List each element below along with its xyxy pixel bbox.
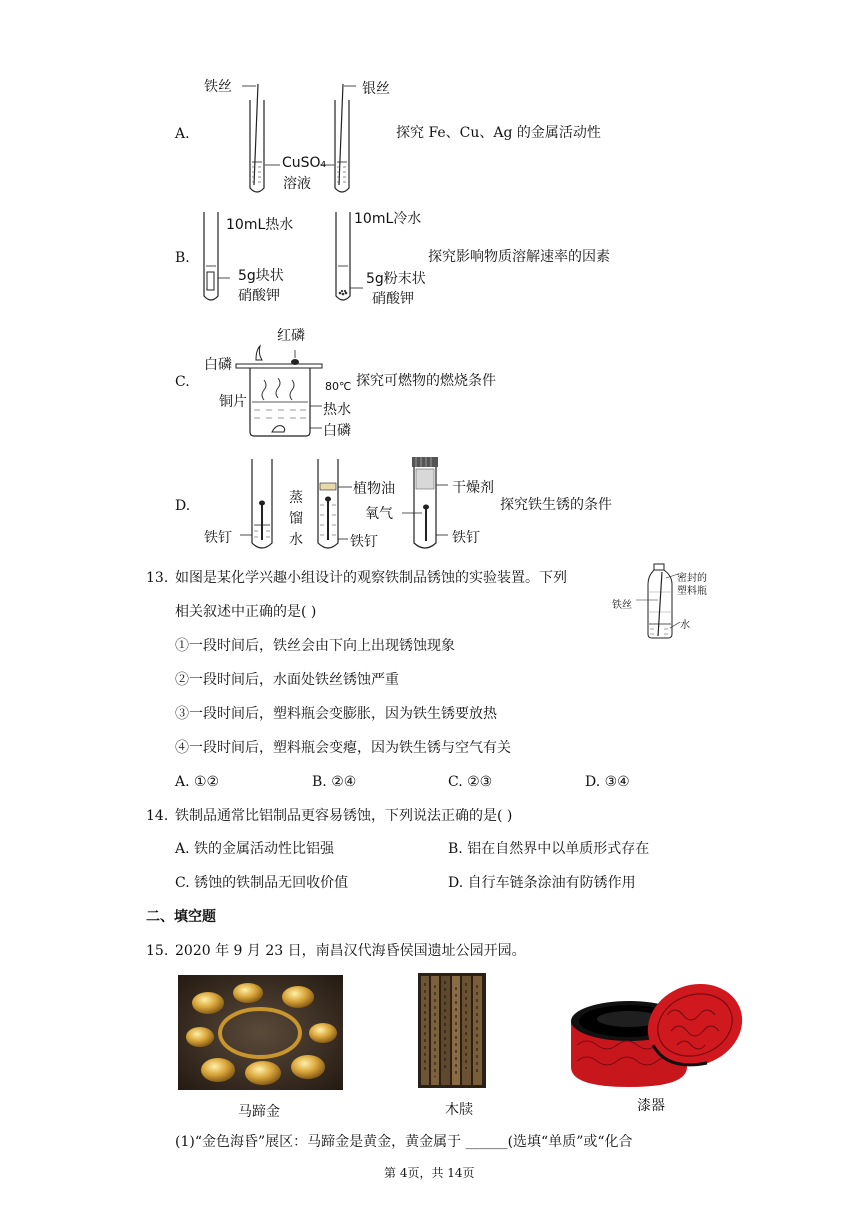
photo-wooden-slips: [418, 973, 486, 1088]
label-nail-2: 铁钉: [350, 534, 378, 550]
q15-stem: 2020 年 9 月 23 日，南昌汉代海昏侯国遗址公园开园。: [175, 943, 526, 959]
label-powder-5g: 5g粉末状: [366, 271, 426, 287]
figure-c-beaker: [236, 340, 336, 440]
q13-choice-c: C. ②③: [448, 774, 493, 790]
label-kno3-powder: 硝酸钾: [372, 291, 414, 307]
q13-choice-d: D. ③④: [585, 774, 630, 790]
label-white-phosphorus-bottom: 白磷: [323, 423, 351, 439]
label-red-phosphorus: 红磷: [277, 328, 305, 344]
q13-stem-line1: 如图是某化学兴趣小组设计的观察铁制品锈蚀的实验装置。下列: [175, 570, 567, 586]
q14-choice-c: C. 锈蚀的铁制品无回收价值: [175, 875, 349, 891]
caption-lacquerware: 漆器: [637, 1098, 665, 1114]
q13-bottle-figure: [640, 562, 680, 640]
q13-statement-3: ③一段时间后，塑料瓶会变膨胀，因为铁生锈要放热: [175, 706, 497, 722]
label-kno3-block: 硝酸钾: [238, 288, 280, 304]
q14-choice-a: A. 铁的金属活动性比铝强: [175, 841, 335, 857]
q13-label-water: 水: [680, 620, 690, 631]
q13-choice-b: B. ②④: [312, 774, 357, 790]
label-copper-sheet: 铜片: [219, 394, 247, 410]
option-c-description: 探究可燃物的燃烧条件: [356, 373, 496, 389]
page-footer: 第 4页，共 14页: [384, 1166, 475, 1180]
label-cold-water: 10mL冷水: [354, 211, 422, 227]
q13-label-sealed-2: 塑料瓶: [677, 586, 707, 597]
label-vegetable-oil: 植物油: [353, 481, 395, 497]
label-80c: 80℃: [325, 380, 352, 393]
q13-statement-2: ②一段时间后，水面处铁丝锈蚀严重: [175, 672, 399, 688]
option-d-letter: D.: [175, 498, 191, 514]
option-b-description: 探究影响物质溶解速率的因素: [428, 249, 610, 265]
q14-number: 14.: [146, 808, 169, 824]
label-solution: 溶液: [283, 176, 311, 192]
label-nail-1: 铁钉: [204, 530, 232, 546]
q15-number: 15.: [146, 943, 169, 959]
label-block-5g: 5g块状: [238, 268, 284, 284]
q14-choice-b: B. 铝在自然界中以单质形式存在: [448, 841, 650, 857]
q14-stem: 铁制品通常比铝制品更容易锈蚀，下列说法正确的是( ): [175, 808, 513, 824]
label-white-phosphorus-top: 白磷: [204, 357, 232, 373]
q13-label-sealed-1: 密封的: [677, 573, 707, 584]
label-cuso4: CuSO₄: [282, 155, 327, 171]
q13-statement-4: ④一段时间后，塑料瓶会变瘪，因为铁生锈与空气有关: [175, 740, 511, 756]
label-distilled-2: 馏: [289, 511, 303, 527]
option-d-description: 探究铁生锈的条件: [500, 497, 612, 513]
label-desiccant: 干燥剂: [452, 480, 494, 496]
label-distilled-3: 水: [289, 532, 303, 548]
label-iron-wire: 铁丝: [204, 79, 232, 95]
q13-statement-1: ①一段时间后，铁丝会由下向上出现锈蚀现象: [175, 638, 455, 654]
label-nail-3: 铁钉: [452, 530, 480, 546]
q13-choice-a: A. ①②: [175, 774, 220, 790]
option-a-letter: A.: [175, 126, 190, 142]
q13-stem-line2: 相关叙述中正确的是( ): [175, 604, 317, 620]
label-distilled-1: 蒸: [289, 490, 303, 506]
label-oxygen: 氧气: [365, 506, 393, 522]
section-fill-in-blank-heading: 二、填空题: [146, 909, 216, 925]
photo-horse-hoof-gold: [178, 975, 343, 1090]
option-a-description: 探究 Fe、Cu、Ag 的金属活动性: [396, 125, 601, 141]
q14-choice-d: D. 自行车链条涂油有防锈作用: [448, 875, 636, 891]
label-hot-water-c: 热水: [323, 402, 351, 418]
q15-subquestion-1: (1)“金色海昏”展区：马蹄金是黄金，黄金属于 ______(选填“单质”或“化合: [175, 1134, 633, 1150]
caption-wooden-slips: 木牍: [445, 1102, 473, 1118]
q13-label-iron-wire: 铁丝: [612, 600, 632, 611]
label-hot-water: 10mL热水: [226, 217, 294, 233]
caption-horse-hoof-gold: 马蹄金: [238, 1104, 280, 1120]
q13-number: 13.: [146, 570, 169, 586]
photo-lacquerware: [567, 975, 747, 1093]
option-c-letter: C.: [175, 374, 190, 390]
option-b-letter: B.: [175, 250, 190, 266]
label-silver-wire: 银丝: [362, 81, 390, 97]
